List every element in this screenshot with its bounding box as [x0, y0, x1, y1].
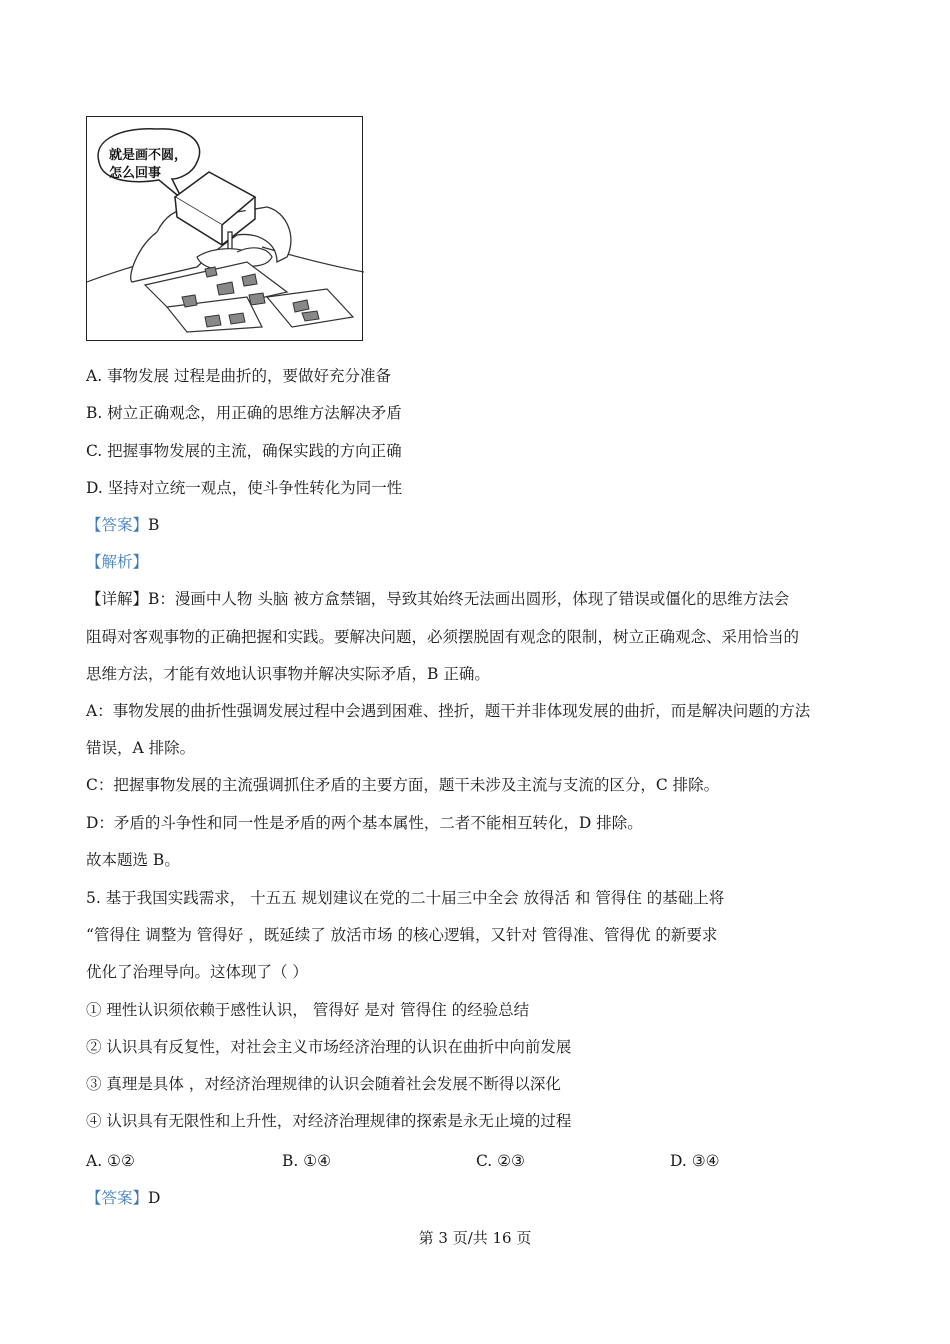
q5-choice-a: A. ①②	[86, 1152, 135, 1170]
analysis-tag: 【解析】	[86, 553, 149, 571]
q5-statement-4: ④ 认识具有无限性和上升性，对经济治理规律的探索是永无止境的过程	[86, 1112, 572, 1130]
q4-detail-line-3: 思维方法，才能有效地认识事物并解决实际矛盾，B 正确。	[86, 665, 490, 683]
q4-conclusion: 故本题选 B。	[86, 851, 180, 869]
q4-detail-line-7: D：矛盾的斗争性和同一性是矛盾的两个基本属性，二者不能相互转化，D 排除。	[86, 814, 643, 832]
q4-detail-line-2: 阻碍对客观事物的正确把握和实践。要解决问题，必须摆脱固有观念的限制，树立正确观念、采用恰当的	[86, 628, 800, 646]
q5-answer	[86, 1188, 160, 1208]
answer-tag: 【答案】	[86, 516, 149, 534]
page-footer: 第 3 页/共 16 页	[418, 1229, 532, 1247]
q4-analysis-heading	[86, 552, 148, 572]
q4-option-d: D. 坚持对立统一观点，使斗争性转化为同一性	[86, 479, 403, 497]
q4-detail-line-1: 【详解】B：漫画中人物 头脑 被方盒禁锢，导致其始终无法画出圆形，体现了错误或僵化的思维方法会	[86, 590, 790, 608]
q4-answer	[86, 515, 159, 535]
q4-detail-line-5: 错误，A 排除。	[86, 739, 196, 757]
answer-value: B	[148, 516, 160, 534]
cartoon-figure	[86, 116, 363, 341]
q5-choice-c: C. ②③	[476, 1152, 525, 1170]
speech-text-line1: 就是画不圆，	[109, 148, 188, 163]
q5-statement-3: ③ 真理是具体 ，对经济治理规律的认识会随着社会发展不断得以深化	[86, 1075, 561, 1093]
q4-detail-line-4: A：事物发展的曲折性强调发展过程中会遇到困难、挫折，题干并非体现发展的曲折，而是解决问题的方法	[86, 702, 811, 720]
q5-stem-line-3: 优化了治理导向。这体现了（ ）	[86, 963, 308, 981]
answer-tag: 【答案】	[86, 1189, 149, 1207]
q5-statement-2: ② 认识具有反复性，对社会主义市场经济治理的认识在曲折中向前发展	[86, 1038, 572, 1056]
q4-option-a: A. 事物发展 过程是曲折的，要做好充分准备	[86, 367, 391, 385]
q4-option-b: B. 树立正确观念，用正确的思维方法解决矛盾	[86, 404, 402, 422]
detail-tag: 【详解】	[86, 590, 149, 608]
q5-statement-1: ① 理性认识须依赖于感性认识， 管得好 是对 管得住 的经验总结	[86, 1001, 530, 1019]
cartoon-drawing	[87, 117, 364, 342]
q4-option-c: C. 把握事物发展的主流，确保实践的方向正确	[86, 442, 402, 460]
q5-choice-d: D. ③④	[670, 1152, 720, 1170]
q4-detail-line-6: C：把握事物发展的主流强调抓住矛盾的主要方面，题干未涉及主流与支流的区分，C 排除。	[86, 776, 720, 794]
q5-stem-line-1: 5. 基于我国实践需求， 十五五 规划建议在党的二十届三中全会 放得活 和 管得住 的基础上将	[86, 889, 725, 907]
q5-choice-b: B. ①④	[282, 1152, 332, 1170]
q5-stem-line-2: “管得住 调整为 管得好 ，既延续了 放活市场 的核心逻辑，又针对 管得准、管得优 的新要求	[86, 926, 718, 944]
speech-text-line2: 怎么回事	[109, 166, 162, 181]
answer-value: D	[148, 1189, 161, 1207]
